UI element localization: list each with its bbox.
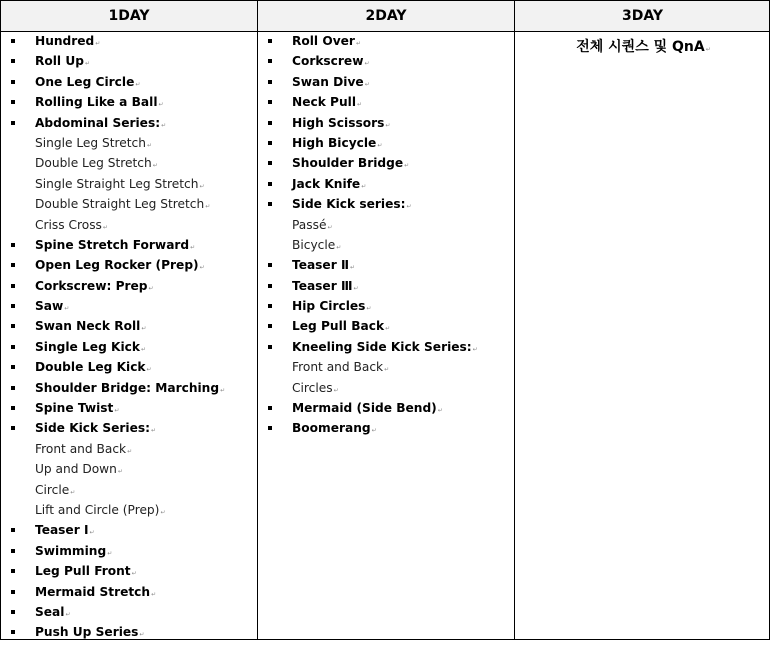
list-item: [265, 51, 513, 71]
paragraph-mark: ↵: [199, 264, 205, 272]
list-item: [8, 520, 256, 540]
paragraph-mark: ↵: [199, 182, 205, 190]
item-label: Lift and Circle (Prep): [35, 502, 160, 517]
sub-list-item: [265, 357, 513, 377]
paragraph-mark: ↵: [364, 80, 370, 88]
paragraph-mark: ↵: [158, 101, 164, 109]
bullet-icon: [268, 121, 272, 125]
paragraph-mark: ↵: [355, 40, 361, 47]
bullet-icon: [268, 324, 272, 328]
bullet-icon: [11, 610, 15, 614]
paragraph-mark: ↵: [151, 427, 157, 435]
paragraph-mark: ↵: [139, 631, 145, 639]
paragraph-mark: ↵: [70, 488, 76, 496]
item-label: Spine Twist: [35, 401, 114, 416]
day3-text: 전체 시퀀스 및 QnA: [576, 39, 705, 55]
paragraph-mark: ↵: [114, 407, 120, 415]
item-label: Double Leg Stretch: [35, 156, 152, 171]
paragraph-mark: ↵: [89, 529, 95, 537]
item-label: Front and Back: [35, 441, 127, 456]
list-item: [8, 296, 256, 316]
paragraph-mark: ↵: [117, 468, 123, 476]
paragraph-mark: ↵: [705, 46, 711, 53]
list-item: [265, 194, 513, 214]
list-item: [8, 398, 256, 418]
item-label: Circles: [292, 380, 333, 395]
item-label: Teaser Ⅲ: [292, 278, 353, 293]
list-item: [265, 337, 513, 357]
item-label: Single Straight Leg Stretch: [35, 176, 199, 191]
bullet-icon: [11, 100, 15, 104]
item-label: Single Leg Stretch: [35, 135, 146, 150]
sub-list-item: [8, 215, 256, 235]
bullet-icon: [11, 365, 15, 369]
item-label: Circle: [35, 482, 70, 497]
paragraph-mark: ↵: [131, 570, 137, 578]
paragraph-mark: ↵: [350, 264, 356, 272]
list-item: [265, 153, 513, 173]
bullet-icon: [268, 141, 272, 145]
list-item: [8, 561, 256, 581]
paragraph-mark: ↵: [404, 162, 410, 170]
header-day1: 1DAY: [108, 8, 150, 24]
paragraph-mark: ↵: [220, 386, 226, 394]
bullet-icon: [268, 345, 272, 349]
item-label: Shoulder Bridge: [292, 156, 404, 171]
item-label: Mermaid Stretch: [35, 584, 151, 599]
bullet-icon: [11, 284, 15, 288]
item-label: Swan Neck Roll: [35, 319, 141, 334]
sub-list-item: [8, 133, 256, 153]
item-label: Roll Up: [35, 54, 84, 69]
bullet-icon: [11, 243, 15, 247]
bullet-icon: [268, 39, 272, 43]
sub-list-item: [8, 500, 256, 520]
item-label: Corkscrew: Prep: [35, 278, 148, 293]
item-label: Double Leg Kick: [35, 360, 146, 375]
bullet-icon: [11, 80, 15, 84]
item-label: Leg Pull Back: [292, 319, 385, 334]
paragraph-mark: ↵: [327, 223, 333, 231]
list-item: [265, 92, 513, 112]
bullet-icon: [11, 304, 15, 308]
bullet-icon: [11, 386, 15, 390]
item-label: Teaser Ⅰ: [35, 523, 89, 538]
list-item: [8, 72, 256, 92]
item-label: High Bicycle: [292, 135, 377, 150]
item-label: Kneeling Side Kick Series:: [292, 339, 472, 354]
item-label: Corkscrew: [292, 54, 364, 69]
list-item: [8, 235, 256, 255]
bullet-icon: [268, 100, 272, 104]
list-item: [265, 31, 513, 51]
list-item: [265, 113, 513, 133]
paragraph-mark: ↵: [371, 427, 377, 435]
list-item: [8, 378, 256, 398]
list-item: [8, 113, 256, 133]
bullet-icon: [11, 406, 15, 410]
bullet-icon: [11, 324, 15, 328]
list-item: [8, 316, 256, 336]
sub-list-item: [8, 480, 256, 500]
list-item: [265, 418, 513, 438]
paragraph-mark: ↵: [336, 243, 342, 251]
paragraph-mark: ↵: [437, 407, 443, 415]
item-label: Bicycle: [292, 237, 336, 252]
paragraph-mark: ↵: [357, 101, 363, 109]
item-label: Swan Dive: [292, 74, 364, 89]
item-label: Abdominal Series:: [35, 115, 161, 130]
bullet-icon: [268, 284, 272, 288]
bullet-icon: [11, 590, 15, 594]
paragraph-mark: ↵: [95, 40, 101, 47]
bullet-icon: [268, 80, 272, 84]
item-label: Swimming: [35, 543, 107, 558]
list-item: [265, 276, 513, 296]
item-label: Side Kick series:: [292, 197, 406, 212]
paragraph-mark: ↵: [384, 366, 390, 374]
sub-list-item: [265, 215, 513, 235]
bullet-icon: [268, 182, 272, 186]
item-label: Hundred: [35, 34, 95, 48]
paragraph-mark: ↵: [353, 284, 359, 292]
item-label: Passé: [292, 217, 327, 232]
item-label: Roll Over: [292, 34, 355, 48]
paragraph-mark: ↵: [141, 345, 147, 353]
bullet-icon: [268, 304, 272, 308]
bullet-icon: [268, 406, 272, 410]
list-item: [265, 72, 513, 92]
header-day2: 2DAY: [365, 8, 407, 24]
bullet-icon: [268, 263, 272, 267]
paragraph-mark: ↵: [361, 182, 367, 190]
item-label: Mermaid (Side Bend): [292, 401, 437, 416]
paragraph-mark: ↵: [385, 325, 391, 333]
sub-list-item: [265, 235, 513, 255]
list-item: [8, 582, 256, 602]
item-label: Teaser Ⅱ: [292, 258, 349, 273]
paragraph-mark: ↵: [151, 590, 157, 598]
item-label: Shoulder Bridge: Marching: [35, 380, 220, 395]
sub-list-item: [8, 194, 256, 214]
item-label: Push Up Series: [35, 625, 139, 640]
list-item: [265, 398, 513, 418]
paragraph-mark: ↵: [190, 243, 196, 251]
bullet-icon: [268, 202, 272, 206]
item-label: Side Kick Series:: [35, 421, 151, 436]
bullet-icon: [268, 426, 272, 430]
paragraph-mark: ↵: [107, 549, 113, 557]
bullet-icon: [11, 39, 15, 43]
list-item: [265, 255, 513, 275]
sub-list-item: [8, 459, 256, 479]
item-label: Hip Circles: [292, 299, 366, 314]
day1-column: [8, 31, 256, 643]
item-label: Front and Back: [292, 360, 384, 375]
paragraph-mark: ↵: [161, 121, 167, 129]
paragraph-mark: ↵: [141, 325, 147, 333]
bullet-icon: [11, 263, 15, 267]
column-divider: [257, 1, 258, 639]
list-item: [8, 418, 256, 438]
list-item: [8, 357, 256, 377]
bullet-icon: [268, 161, 272, 165]
item-label: Leg Pull Front: [35, 564, 131, 579]
list-item: [8, 622, 256, 642]
paragraph-mark: ↵: [377, 141, 383, 149]
paragraph-mark: ↵: [333, 386, 339, 394]
paragraph-mark: ↵: [160, 508, 166, 516]
sub-list-item: [8, 439, 256, 459]
bullet-icon: [11, 121, 15, 125]
item-label: Single Leg Kick: [35, 339, 140, 354]
day3-content: [516, 31, 771, 56]
header-day3: 3DAY: [622, 8, 663, 24]
paragraph-mark: ↵: [205, 203, 211, 211]
sub-list-item: [265, 378, 513, 398]
item-label: Up and Down: [35, 462, 117, 477]
bullet-icon: [11, 630, 15, 634]
item-label: Open Leg Rocker (Prep): [35, 258, 199, 273]
list-item: [8, 255, 256, 275]
bullet-icon: [11, 569, 15, 573]
list-item: [8, 276, 256, 296]
bullet-icon: [11, 528, 15, 532]
item-label: Spine Stretch Forward: [35, 237, 190, 252]
paragraph-mark: ↵: [135, 80, 141, 88]
list-item: [8, 337, 256, 357]
item-label: High Scissors: [292, 115, 385, 130]
list-item: [8, 541, 256, 561]
item-label: Saw: [35, 299, 64, 314]
item-label: Criss Cross: [35, 217, 102, 232]
item-label: Jack Knife: [292, 176, 361, 191]
paragraph-mark: ↵: [127, 447, 133, 455]
item-label: Double Straight Leg Stretch: [35, 197, 205, 212]
paragraph-mark: ↵: [385, 121, 391, 129]
column-divider: [514, 1, 515, 639]
paragraph-mark: ↵: [148, 284, 154, 292]
list-item: [8, 602, 256, 622]
paragraph-mark: ↵: [146, 366, 152, 374]
sub-list-item: [8, 153, 256, 173]
day2-column: [265, 31, 513, 439]
bullet-icon: [268, 59, 272, 63]
paragraph-mark: ↵: [366, 305, 372, 313]
paragraph-mark: ↵: [84, 60, 91, 68]
paragraph-mark: ↵: [65, 610, 71, 618]
paragraph-mark: ↵: [64, 305, 70, 313]
item-label: Boomerang: [292, 421, 371, 436]
list-item: [265, 296, 513, 316]
list-item: [8, 92, 256, 112]
bullet-icon: [11, 345, 15, 349]
bullet-icon: [11, 59, 15, 63]
item-label: One Leg Circle: [35, 74, 135, 89]
list-item: [265, 174, 513, 194]
list-item: [8, 51, 256, 71]
list-item: [265, 133, 513, 153]
item-label: Seal: [35, 604, 65, 619]
paragraph-mark: ↵: [102, 223, 108, 231]
paragraph-mark: ↵: [364, 60, 370, 68]
bullet-icon: [11, 426, 15, 430]
bullet-icon: [11, 549, 15, 553]
sub-list-item: [8, 174, 256, 194]
list-item: [265, 316, 513, 336]
list-item: [8, 31, 256, 51]
item-label: Neck Pull: [292, 95, 357, 110]
paragraph-mark: ↵: [472, 345, 478, 353]
paragraph-mark: ↵: [152, 162, 158, 170]
item-label: Rolling Like a Ball: [35, 95, 158, 110]
paragraph-mark: ↵: [406, 203, 412, 211]
paragraph-mark: ↵: [146, 141, 153, 149]
